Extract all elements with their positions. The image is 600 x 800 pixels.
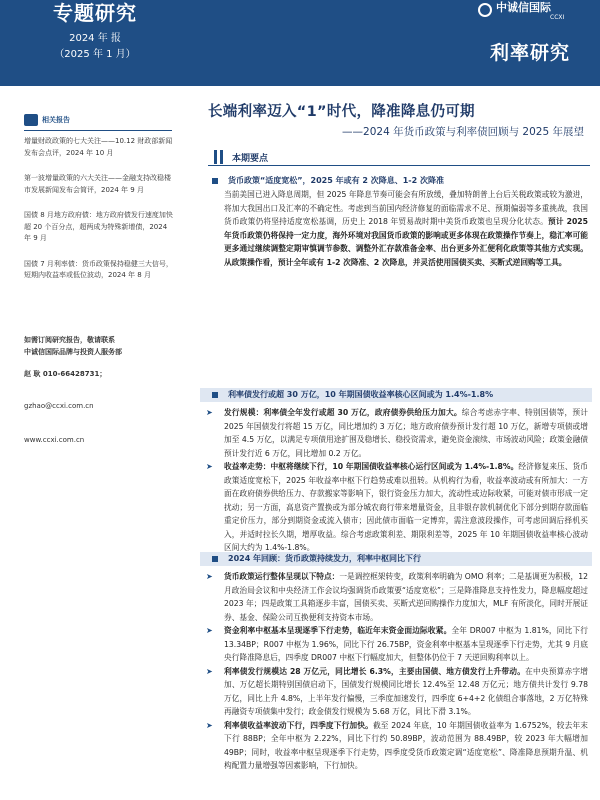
arrow-right-icon: ➤ bbox=[206, 626, 213, 635]
bullet-square-icon bbox=[212, 556, 218, 562]
related-reports-title: 相关报告 bbox=[42, 116, 70, 124]
arrow-right-icon: ➤ bbox=[206, 408, 213, 417]
list-item bbox=[200, 624, 592, 665]
section-rate-bonds-outlook bbox=[200, 388, 592, 555]
item-lead: 发行规模：利率债全年发行或超 30 万亿，政府债券供给压力加大。 bbox=[224, 408, 462, 417]
main-content bbox=[200, 86, 592, 800]
item-lead: 收益率走势：中枢将继续下行，10 年期国债收益率核心运行区间或为 1.4%-1.8%。 bbox=[224, 462, 519, 471]
keypoints-icon bbox=[214, 150, 223, 164]
list-item bbox=[200, 406, 592, 460]
contact-url[interactable]: www.ccxi.com.cn bbox=[24, 436, 85, 444]
keypoints-header bbox=[208, 150, 590, 166]
item-text: 在中央预算赤字增加、万亿超长期特别国债启动下，国债发行规模同比增长 12.4%至 12.48 万亿元；地方债共计发行 9.78 万亿，同比上升 4.8%，上半年发行偏慢，三季度加速发行，四季度 6+4+2 化债组合事落地，2 万亿特殊再融资专项债集中发行；政金债发行规模为 5.68 万亿，同比下滑 3.1%。 bbox=[224, 666, 588, 716]
contact-org: 如需订阅研究报告，敬请联系 中诚信国际品牌与投资人服务部 bbox=[24, 336, 122, 356]
list-item bbox=[200, 460, 592, 555]
section-heading-text: 2024 年回顾：货币政策持续发力，利率中枢同比下行 bbox=[228, 554, 422, 563]
page-subtitle: ——2024 年货币政策与利率债回顾与 2025 年展望 bbox=[342, 126, 584, 138]
report-year: 2024 年 报 bbox=[69, 33, 121, 44]
related-report-item[interactable]: 第一波增量政策的六大关注——金融支持改稳楼市发展新闻发布会简评，2024 年 9 月 bbox=[24, 174, 171, 194]
section-monetary-policy bbox=[200, 174, 592, 269]
item-text: 全年 DR007 中枢为 1.81%，同比下行 13.34BP；R007 中枢为 1.96%，同比下行 26.75BP，资金利率中枢基本呈现逐季下行走势，尤其 9 月底央行降准降息后，四季度 DR007 中枢下行幅度加大，但整体仍位于 7 天逆回购利率以上。 bbox=[224, 626, 588, 662]
item-text: 截至 2024 年底，10 年期国债收益率为 1.6752%，较去年末下行 88BP；全年中枢为 2.22%，同比下行约 50.89BP，波动范围为 88.49BP，较 2023 年大幅增加 49BP；同时，收益率中枢呈现逐季下行走势，四季度受货币政策定调“适度宽松”、降准降息预期升温、机构配置力量增强等因素影响，下行加快。 bbox=[224, 720, 588, 770]
arrow-right-icon: ➤ bbox=[206, 462, 213, 471]
item-text: 一是调控框架转变，政策利率明确为 OMO 利率；二是基调更为积极，12 月政治局会议和中央经济工作会议均强调货币政策要“适度宽松”；三是降准降息支持性发力，降息幅度超过 2023 年；四是政策工具箱逐步丰富，国债买卖、买断式逆回购操作力度加大，MLF 有所淡化，同时开展证券、基金、保险公司互换便利支持资本市场。 bbox=[224, 572, 588, 622]
item-lead: 资金利率中枢基本呈现逐季下行走势，临近年末资金面边际收紧。 bbox=[224, 626, 452, 635]
report-month: （2025 年 1 月） bbox=[54, 49, 136, 60]
list-item bbox=[200, 719, 592, 773]
related-report-item[interactable]: 增量财政政策的七大关注——10.12 财政部新闻发布会点评，2024 年 10 月 bbox=[24, 137, 173, 157]
section-heading bbox=[200, 388, 592, 402]
item-lead: 利率债收益率波动下行，四季度下行加快。 bbox=[224, 720, 373, 730]
section-heading-text: 利率债发行或超 30 万亿，10 年期国债收益率核心区间或为 1.4%-1.8% bbox=[228, 390, 494, 399]
document-icon bbox=[24, 114, 38, 126]
section-body-text: 当前美国已进入降息周期，但 2025 年降息节奏可能会有所放缓，叠加特朗普上台后关税政策或较为激进，将加大我国出口及汇率的不确定性。考虑到当前国内经济修复的面临需求不足、预期偏弱等多重挑战，我国货币政策仍将坚持适度宽松基调，历史上 2018 年贸易战时期中美货币政策也呈现分化状态。 bbox=[224, 190, 588, 226]
bullet-square-icon bbox=[212, 178, 218, 184]
item-text: 综合考虑赤字率、特别国债等，预计 2025 年国债发行将超 15 万亿，同比增加约 3 万亿；地方政府债券预计发行超 10 万亿，新增专项债或增加至 4.5 万亿，以满足专项债用途扩围及稳增长、稳投资需求，避免资金滚续、市场波动风险；政策金融债预计发行近 6 万亿，同比增加 0.2 万亿。 bbox=[224, 408, 588, 458]
contact-email[interactable]: gzhao@ccxi.com.cn bbox=[24, 402, 94, 410]
bullet-square-icon bbox=[212, 392, 218, 398]
sidebar bbox=[0, 86, 190, 800]
section-heading bbox=[200, 552, 592, 566]
related-divider bbox=[24, 130, 172, 131]
section-body bbox=[200, 188, 592, 269]
related-reports-heading bbox=[24, 114, 172, 128]
list-item bbox=[200, 570, 592, 624]
contact-block bbox=[24, 334, 174, 446]
item-text: 经济修复来压、货币政策适度宽松下，2025 年收益率中枢下行趋势或难以扭转。从机构行为看，收益率波动或有所加大：一方面在政府债券供给压力、存款搬家等影响下，银行资金压力加大，流动性或边际收紧，可能对债市形成一定扰动；另一方面，高息资产置换或为部分城农商行带来增量资金，且非银存款机制优化下部分到期存款面临重定价压力，部分到期资金或流入债市；因此债市面临一定博弈，需注意波段操作，可考虑回调后择机买入，并适时拉长久期，增厚收益。综合考虑政策利差、期限利差等，2025 年 10 年期国债收益率核心波动区间大约为 1.4%-1.8%。 bbox=[224, 462, 588, 552]
logo-cn-text: 中诚信国际 bbox=[496, 1, 551, 14]
section-label: 利率研究 bbox=[489, 42, 570, 64]
arrow-right-icon: ➤ bbox=[206, 666, 213, 676]
related-report-item[interactable]: 国债 7 月利率债：货币政策保持稳健三大信号，短期内收益率或低位波动，2024 年 8 月 bbox=[24, 259, 173, 279]
arrow-right-icon: ➤ bbox=[206, 572, 213, 581]
list-item bbox=[200, 665, 592, 719]
section-2024-review bbox=[200, 552, 592, 773]
section-body-bold: 预计 2025 年货币政策仍将保持一定力度，海外环境对我国货币政策的影响或更多体现在政策操作节奏上，稳汇率可能更多通过继续调整定期审慎调节参数、调整外汇存款准备金率、出台更多外汇便利化政策等其他方式实现。从政策操作看，预计全年或有 1-2 次降准、2 次降息，并灵活使用国债买卖、买断式逆回购等工具。 bbox=[224, 217, 588, 267]
related-report-item[interactable]: 国债 8 月地方政府债：地方政府债发行速度加快超 20 个百分点，超两成为特殊新增债，2024 年 9 月 bbox=[24, 211, 173, 242]
company-logo bbox=[478, 0, 590, 24]
section-heading bbox=[200, 174, 592, 188]
contact-phone: 赵 耿 010-66428731； bbox=[24, 370, 107, 378]
section-heading-text: 货币政策“适度宽松”，2025 年或有 2 次降息、1-2 次降准 bbox=[228, 176, 444, 185]
arrow-right-icon: ➤ bbox=[206, 720, 213, 730]
report-type: 专题研究 bbox=[53, 1, 137, 25]
header-report-info bbox=[0, 0, 190, 86]
item-lead: 利率债发行规模达 28 万亿元，同比增长 6.3%，主要由国债、地方债发行上升带动。 bbox=[224, 666, 526, 676]
page-title: 长端利率迈入“1”时代，降准降息仍可期 bbox=[208, 104, 475, 120]
related-reports-list bbox=[24, 136, 174, 296]
item-lead: 货币政策运行整体呈现以下特点： bbox=[224, 572, 340, 581]
logo-en-text: CCXI bbox=[550, 14, 565, 21]
logo-mark-icon bbox=[478, 3, 492, 17]
keypoints-label: 本期要点 bbox=[232, 154, 269, 164]
